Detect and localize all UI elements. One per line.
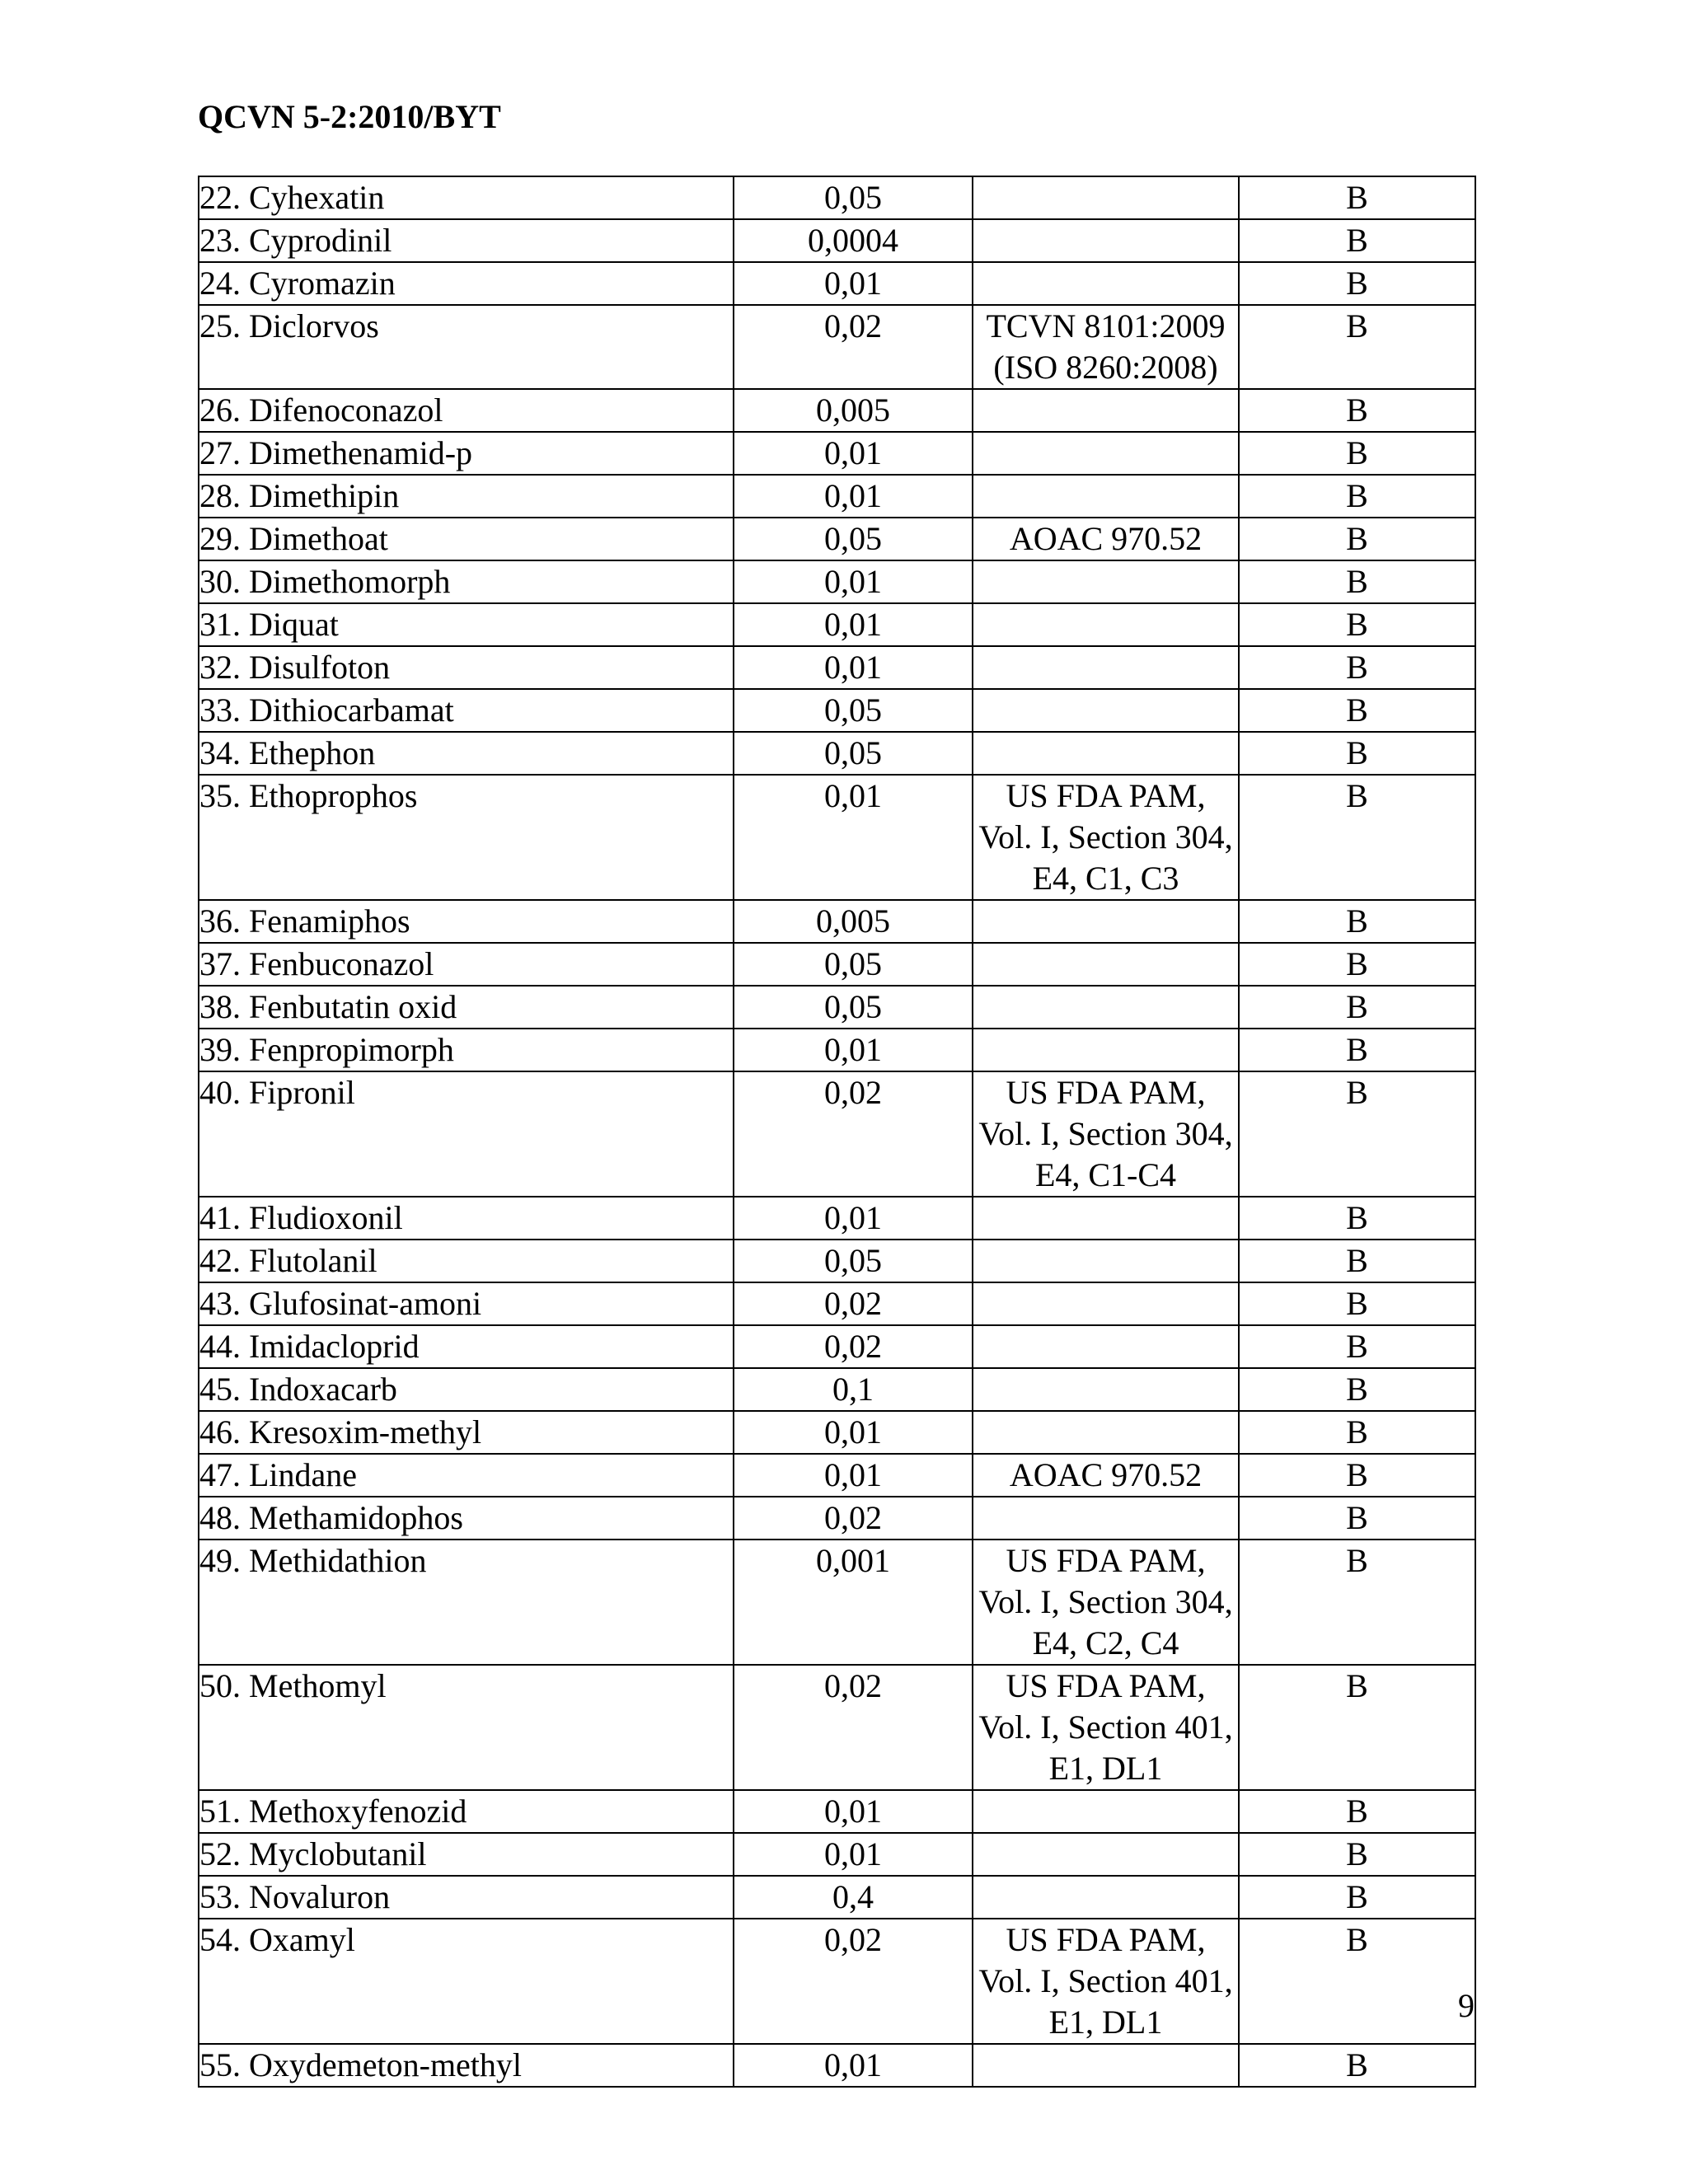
limit-value-cell: 0,05 (734, 689, 973, 732)
classification-cell: B (1239, 1325, 1475, 1368)
test-method-cell (973, 732, 1239, 775)
limit-value-cell: 0,01 (734, 560, 973, 603)
limit-value-cell: 0,0004 (734, 219, 973, 262)
table-row (199, 432, 1475, 475)
test-method-cell (973, 1497, 1239, 1540)
classification-cell: B (1239, 1240, 1475, 1282)
test-method-line: US FDA PAM, (1006, 1667, 1206, 1704)
test-method-cell (973, 432, 1239, 475)
test-method-cell (973, 1029, 1239, 1071)
classification-cell: B (1239, 1029, 1475, 1071)
test-method-line: Vol. I, Section 304, (978, 1115, 1233, 1152)
classification-cell: B (1239, 560, 1475, 603)
table-row (199, 389, 1475, 432)
test-method-cell (973, 1540, 1239, 1665)
table-body (199, 176, 1475, 2087)
table-row (199, 603, 1475, 646)
limit-value-cell: 0,02 (734, 1325, 973, 1368)
limit-value-cell: 0,01 (734, 1197, 973, 1240)
limit-value-cell: 0,4 (734, 1876, 973, 1919)
pesticide-name-cell: 31. Diquat (199, 603, 734, 646)
classification-cell: B (1239, 518, 1475, 560)
test-method-line: Vol. I, Section 304, (978, 1583, 1233, 1620)
test-method-cell (973, 1071, 1239, 1197)
pesticide-name-cell: 35. Ethoprophos (199, 775, 734, 900)
test-method-cell (973, 986, 1239, 1029)
table-row (199, 943, 1475, 986)
table-row (199, 2044, 1475, 2087)
table-row (199, 646, 1475, 689)
table-row (199, 1665, 1475, 1790)
table-row (199, 262, 1475, 305)
test-method-cell (973, 262, 1239, 305)
test-method-line: TCVN 8101:2009 (986, 307, 1226, 344)
test-method-cell (973, 219, 1239, 262)
test-method-cell (973, 518, 1239, 560)
limit-value-cell: 0,001 (734, 1540, 973, 1665)
test-method-cell (973, 1325, 1239, 1368)
pesticide-name-cell: 46. Kresoxim-methyl (199, 1411, 734, 1454)
test-method-line: E1, DL1 (1048, 1750, 1163, 1787)
table-row (199, 1790, 1475, 1833)
pesticide-name-cell: 33. Dithiocarbamat (199, 689, 734, 732)
table-row (199, 1240, 1475, 1282)
test-method-cell (973, 900, 1239, 943)
limit-value-cell: 0,02 (734, 305, 973, 389)
table-row (199, 689, 1475, 732)
pesticide-name-cell: 37. Fenbuconazol (199, 943, 734, 986)
classification-cell: B (1239, 219, 1475, 262)
classification-cell: B (1239, 262, 1475, 305)
pesticide-name-cell: 34. Ethephon (199, 732, 734, 775)
test-method-cell (973, 1919, 1239, 2044)
table-row (199, 986, 1475, 1029)
pesticide-name-cell: 23. Cyprodinil (199, 219, 734, 262)
classification-cell: B (1239, 1833, 1475, 1876)
test-method-cell (973, 389, 1239, 432)
classification-cell: B (1239, 732, 1475, 775)
classification-cell: B (1239, 1411, 1475, 1454)
test-method-cell (973, 1833, 1239, 1876)
classification-cell: B (1239, 1497, 1475, 1540)
limit-value-cell: 0,01 (734, 262, 973, 305)
test-method-line: AOAC 970.52 (1009, 1456, 1203, 1493)
table-row (199, 560, 1475, 603)
limit-value-cell: 0,01 (734, 603, 973, 646)
classification-cell: B (1239, 1197, 1475, 1240)
classification-cell: B (1239, 1876, 1475, 1919)
pesticide-name-cell: 30. Dimethomorph (199, 560, 734, 603)
test-method-line: US FDA PAM, (1006, 1074, 1206, 1111)
pesticide-name-cell: 42. Flutolanil (199, 1240, 734, 1282)
pesticide-name-cell: 24. Cyromazin (199, 262, 734, 305)
classification-cell: B (1239, 603, 1475, 646)
page-number: 9 (1458, 1987, 1475, 2024)
test-method-line: AOAC 970.52 (1009, 520, 1203, 557)
pesticide-name-cell: 51. Methoxyfenozid (199, 1790, 734, 1833)
document-header: QCVN 5-2:2010/BYT (198, 98, 501, 135)
limit-value-cell: 0,02 (734, 1071, 973, 1197)
test-method-cell (973, 1197, 1239, 1240)
classification-cell: B (1239, 1540, 1475, 1665)
test-method-cell (973, 305, 1239, 389)
table-row (199, 1454, 1475, 1497)
classification-cell: B (1239, 475, 1475, 518)
pesticide-name-cell: 40. Fipronil (199, 1071, 734, 1197)
limit-value-cell: 0,05 (734, 176, 973, 219)
classification-cell: B (1239, 1454, 1475, 1497)
table-row (199, 1368, 1475, 1411)
table-row (199, 475, 1475, 518)
test-method-cell (973, 1411, 1239, 1454)
pesticide-name-cell: 41. Fludioxonil (199, 1197, 734, 1240)
test-method-cell (973, 603, 1239, 646)
table-row (199, 1497, 1475, 1540)
test-method-line: E1, DL1 (1048, 2004, 1163, 2041)
classification-cell: B (1239, 986, 1475, 1029)
test-method-line: US FDA PAM, (1006, 1921, 1206, 1958)
table-row (199, 732, 1475, 775)
pesticide-name-cell: 45. Indoxacarb (199, 1368, 734, 1411)
pesticide-name-cell: 55. Oxydemeton-methyl (199, 2044, 734, 2087)
test-method-cell (973, 475, 1239, 518)
limit-value-cell: 0,05 (734, 518, 973, 560)
test-method-cell (973, 1240, 1239, 1282)
pesticide-limits-table (198, 176, 1476, 2088)
limit-value-cell: 0,05 (734, 1240, 973, 1282)
limit-value-cell: 0,01 (734, 1833, 973, 1876)
test-method-cell (973, 646, 1239, 689)
limit-value-cell: 0,05 (734, 986, 973, 1029)
limit-value-cell: 0,005 (734, 389, 973, 432)
test-method-line: US FDA PAM, (1006, 777, 1206, 814)
classification-cell: B (1239, 1282, 1475, 1325)
test-method-line: E4, C2, C4 (1032, 1624, 1179, 1661)
classification-cell: B (1239, 1665, 1475, 1790)
classification-cell: B (1239, 1071, 1475, 1197)
table-row (199, 1325, 1475, 1368)
test-method-cell (973, 775, 1239, 900)
classification-cell: B (1239, 389, 1475, 432)
pesticide-name-cell: 49. Methidathion (199, 1540, 734, 1665)
test-method-cell (973, 1790, 1239, 1833)
classification-cell: B (1239, 1368, 1475, 1411)
pesticide-name-cell: 28. Dimethipin (199, 475, 734, 518)
test-method-line: E4, C1-C4 (1034, 1156, 1177, 1193)
table-row (199, 1540, 1475, 1665)
table-row (199, 1282, 1475, 1325)
classification-cell: B (1239, 775, 1475, 900)
test-method-cell (973, 1368, 1239, 1411)
limit-value-cell: 0,02 (734, 1919, 973, 2044)
test-method-cell (973, 1876, 1239, 1919)
limit-value-cell: 0,05 (734, 943, 973, 986)
table-row (199, 1833, 1475, 1876)
table-row (199, 900, 1475, 943)
limit-value-cell: 0,01 (734, 646, 973, 689)
pesticide-name-cell: 22. Cyhexatin (199, 176, 734, 219)
table-row (199, 1197, 1475, 1240)
test-method-cell (973, 2044, 1239, 2087)
pesticide-name-cell: 36. Fenamiphos (199, 900, 734, 943)
test-method-line: US FDA PAM, (1006, 1542, 1206, 1579)
classification-cell: B (1239, 1919, 1475, 2044)
table-row (199, 775, 1475, 900)
pesticide-name-cell: 52. Myclobutanil (199, 1833, 734, 1876)
table-row (199, 305, 1475, 389)
classification-cell: B (1239, 1790, 1475, 1833)
limit-value-cell: 0,01 (734, 775, 973, 900)
test-method-line: Vol. I, Section 401, (978, 1708, 1233, 1746)
test-method-cell (973, 176, 1239, 219)
table-row (199, 1411, 1475, 1454)
classification-cell: B (1239, 176, 1475, 219)
table-row (199, 1876, 1475, 1919)
pesticide-name-cell: 47. Lindane (199, 1454, 734, 1497)
pesticide-name-cell: 54. Oxamyl (199, 1919, 734, 2044)
classification-cell: B (1239, 305, 1475, 389)
test-method-cell (973, 560, 1239, 603)
pesticide-name-cell: 29. Dimethoat (199, 518, 734, 560)
table-row (199, 518, 1475, 560)
test-method-line: Vol. I, Section 401, (978, 1962, 1233, 1999)
test-method-cell (973, 1454, 1239, 1497)
classification-cell: B (1239, 432, 1475, 475)
pesticide-name-cell: 32. Disulfoton (199, 646, 734, 689)
limit-value-cell: 0,01 (734, 1029, 973, 1071)
limit-value-cell: 0,01 (734, 1454, 973, 1497)
limit-value-cell: 0,01 (734, 432, 973, 475)
table-row (199, 1071, 1475, 1197)
pesticide-name-cell: 50. Methomyl (199, 1665, 734, 1790)
limit-value-cell: 0,01 (734, 1411, 973, 1454)
pesticide-name-cell: 26. Difenoconazol (199, 389, 734, 432)
test-method-cell (973, 943, 1239, 986)
pesticide-name-cell: 39. Fenpropimorph (199, 1029, 734, 1071)
pesticide-name-cell: 27. Dimethenamid-p (199, 432, 734, 475)
limit-value-cell: 0,01 (734, 475, 973, 518)
test-method-line: Vol. I, Section 304, (978, 818, 1233, 855)
pesticide-name-cell: 48. Methamidophos (199, 1497, 734, 1540)
limit-value-cell: 0,01 (734, 2044, 973, 2087)
classification-cell: B (1239, 900, 1475, 943)
limit-value-cell: 0,005 (734, 900, 973, 943)
limit-value-cell: 0,1 (734, 1368, 973, 1411)
limit-value-cell: 0,02 (734, 1665, 973, 1790)
pesticide-name-cell: 53. Novaluron (199, 1876, 734, 1919)
test-method-cell (973, 689, 1239, 732)
test-method-line: E4, C1, C3 (1032, 860, 1179, 897)
pesticide-name-cell: 43. Glufosinat-amoni (199, 1282, 734, 1325)
classification-cell: B (1239, 2044, 1475, 2087)
table-row (199, 219, 1475, 262)
test-method-line: (ISO 8260:2008) (993, 349, 1218, 386)
limit-value-cell: 0,02 (734, 1282, 973, 1325)
classification-cell: B (1239, 646, 1475, 689)
pesticide-name-cell: 44. Imidacloprid (199, 1325, 734, 1368)
test-method-cell (973, 1282, 1239, 1325)
pesticide-name-cell: 25. Diclorvos (199, 305, 734, 389)
table-row (199, 1919, 1475, 2044)
classification-cell: B (1239, 943, 1475, 986)
table-row (199, 176, 1475, 219)
table-row (199, 1029, 1475, 1071)
classification-cell: B (1239, 689, 1475, 732)
limit-value-cell: 0,01 (734, 1790, 973, 1833)
limit-value-cell: 0,02 (734, 1497, 973, 1540)
test-method-cell (973, 1665, 1239, 1790)
pesticide-name-cell: 38. Fenbutatin oxid (199, 986, 734, 1029)
limit-value-cell: 0,05 (734, 732, 973, 775)
